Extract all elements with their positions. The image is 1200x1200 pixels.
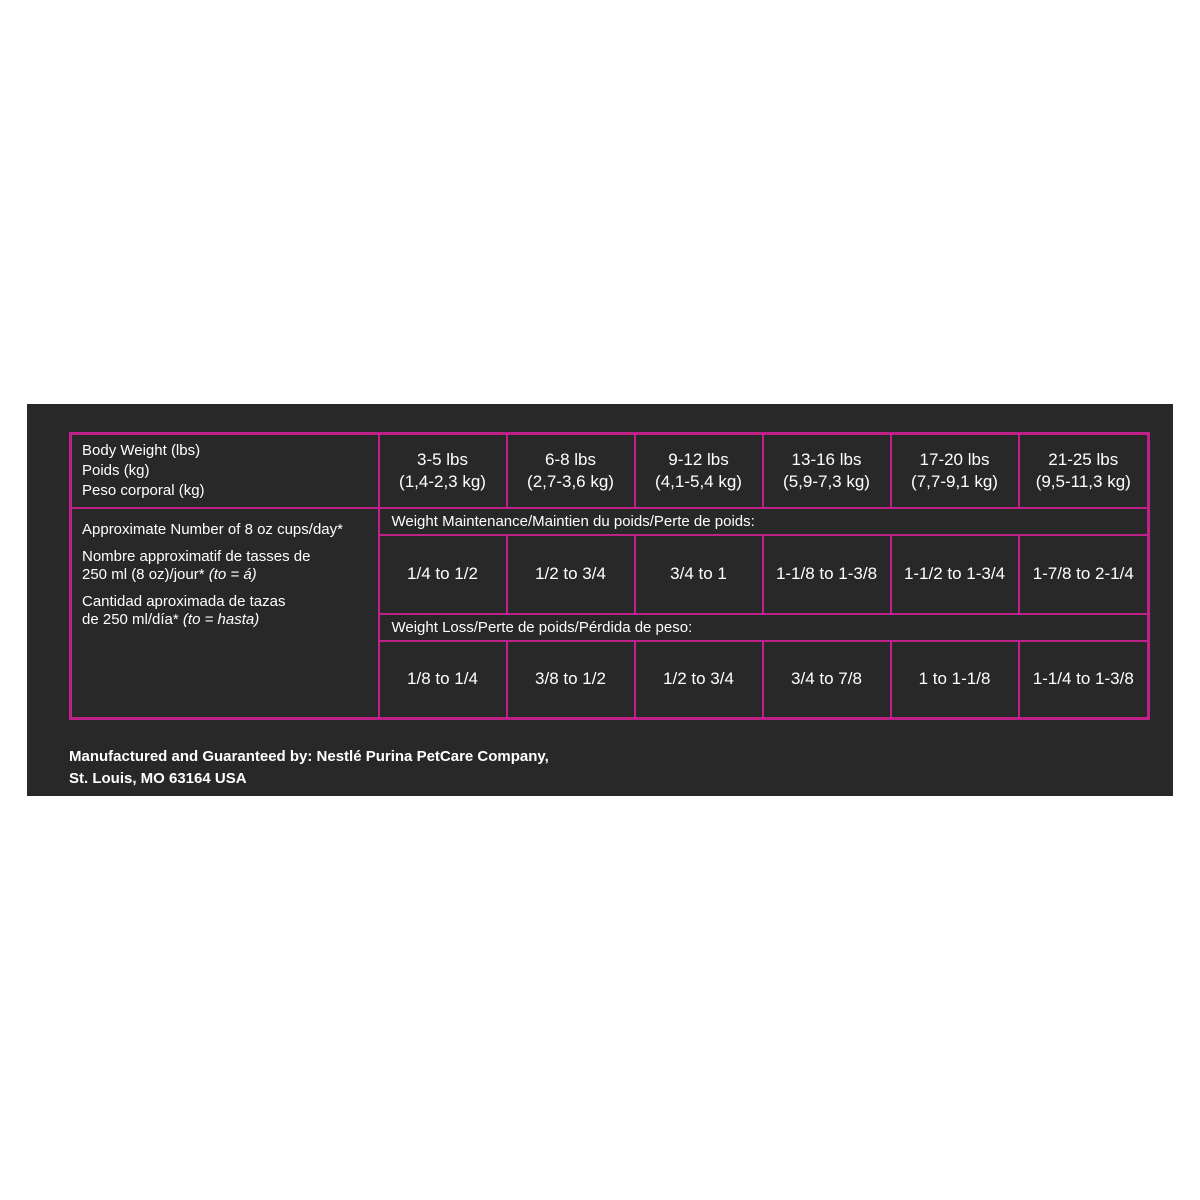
maintenance-value: 1/2 to 3/4 [507,535,635,614]
cups-label-es [82,593,368,629]
body-weight-label [71,434,379,509]
body-weight-label-fr: Poids (kg) [82,462,150,479]
maintenance-value: 3/4 to 1 [635,535,763,614]
weight-loss-title: Weight Loss/Perte de poids/Pérdida de peso: [379,614,1149,641]
weight-kg: (4,1-5,4 kg) [655,472,742,491]
weight-kg: (5,9-7,3 kg) [783,472,870,491]
maintenance-value: 1-7/8 to 2-1/4 [1019,535,1149,614]
body-weight-label-en: Body Weight (lbs) [82,442,201,459]
weight-cell [1019,434,1149,509]
weight-cell [891,434,1019,509]
weight-kg: (2,7-3,6 kg) [527,472,614,491]
manufacturer-address: St. Louis, MO 63164 USA [69,770,247,787]
weight-loss-value: 1-1/4 to 1-3/8 [1019,641,1149,719]
feeding-table [69,432,1150,720]
maintenance-value: 1/4 to 1/2 [379,535,507,614]
cups-label-es-note: (to = hasta) [182,611,260,629]
weight-lbs: 17-20 lbs [919,450,990,469]
weight-cell [379,434,507,509]
manufacturer-line: Manufactured and Guaranteed by: Nestlé Purina PetCare Company, [69,748,549,765]
weight-cell [507,434,635,509]
maintenance-value: 1-1/2 to 1-3/4 [891,535,1019,614]
cups-per-day-label [71,508,379,718]
maintenance-value: 1-1/8 to 1-3/8 [763,535,891,614]
weight-kg: (9,5-11,3 kg) [1035,472,1131,491]
weight-loss-value: 1/8 to 1/4 [379,641,507,719]
body-weight-label-es: Peso corporal (kg) [82,482,205,499]
body-weight-row [71,434,1149,509]
maintenance-title: Weight Maintenance/Maintien du poids/Perte de poids: [379,508,1149,535]
weight-lbs: 3-5 lbs [416,450,469,469]
weight-kg: (1,4-2,3 kg) [399,472,486,491]
maintenance-title-row [71,508,1149,535]
cups-label-en: Approximate Number of 8 oz cups/day* [82,521,343,539]
weight-loss-value: 3/4 to 7/8 [763,641,891,719]
cups-label-fr [82,548,368,584]
cups-label-fr-line1: Nombre approximatif de tasses de [82,548,311,566]
cups-label-fr-note: (to = á) [208,566,257,584]
weight-loss-value: 3/8 to 1/2 [507,641,635,719]
cups-label-es-line1: Cantidad aproximada de tazas [82,593,286,611]
weight-cell [763,434,891,509]
weight-lbs: 21-25 lbs [1048,450,1119,469]
feeding-panel [27,404,1173,796]
weight-loss-value: 1 to 1-1/8 [891,641,1019,719]
weight-kg: (7,7-9,1 kg) [911,472,998,491]
weight-lbs: 9-12 lbs [668,450,729,469]
weight-lbs: 13-16 lbs [791,450,862,469]
cups-label-es-line2: de 250 ml/día* [82,611,179,629]
weight-loss-value: 1/2 to 3/4 [635,641,763,719]
weight-lbs: 6-8 lbs [544,450,597,469]
cups-label-fr-line2: 250 ml (8 oz)/jour* [82,566,205,584]
manufacturer-footer [69,746,549,790]
weight-cell [635,434,763,509]
